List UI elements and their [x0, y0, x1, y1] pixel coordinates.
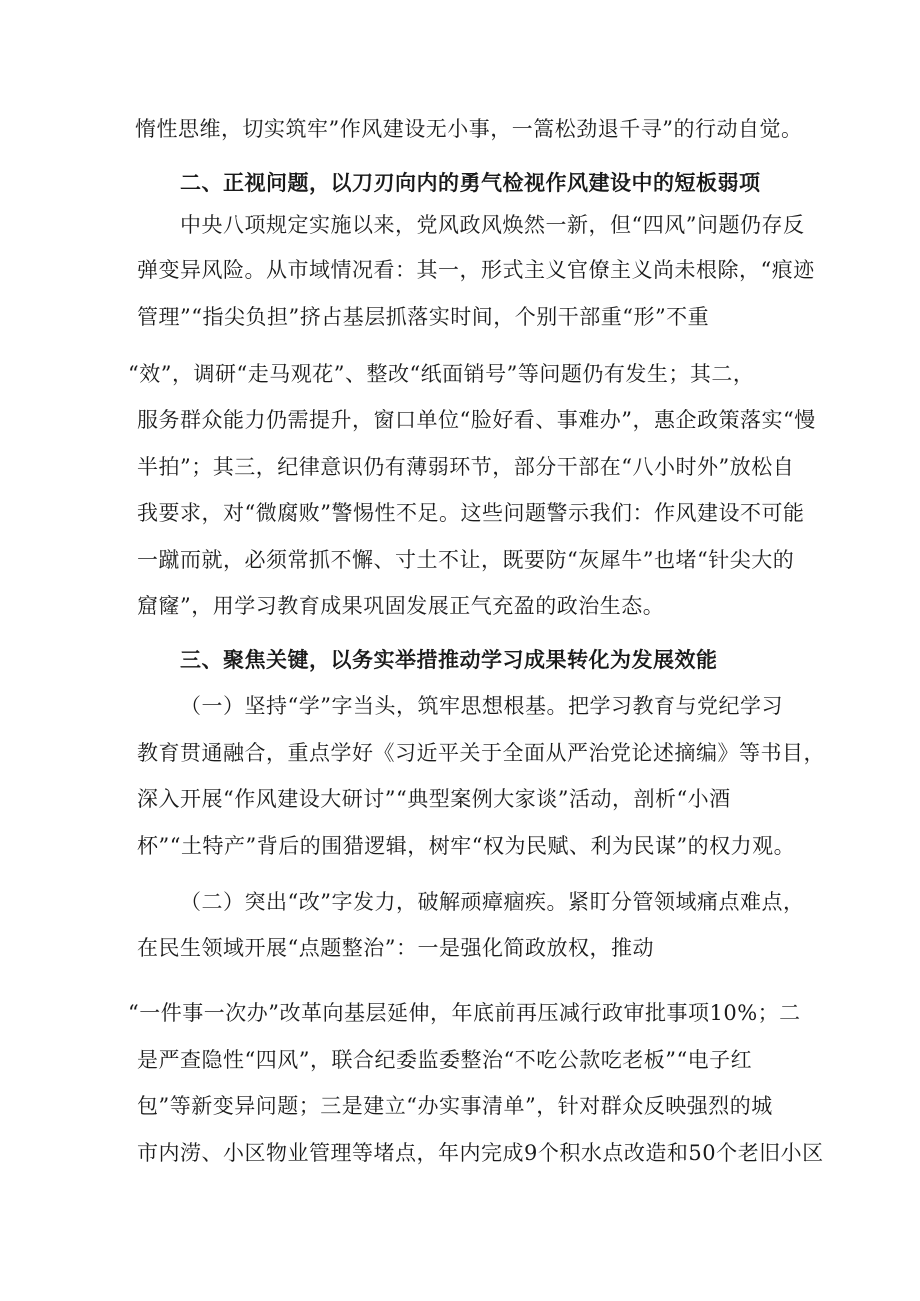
paragraph-line: （二）突出“改”字发力，破解顽瘴痼疾。紧盯分管领域痛点难点，: [180, 890, 805, 914]
paragraph-line: 深入开展“作风建设大研讨”“典型案例大家谈”活动，剖析“小酒: [137, 787, 731, 811]
paragraph-line: 半拍”；其三，纪律意识仍有薄弱环节，部分干部在“八小时外”放松自: [137, 455, 795, 479]
paragraph-line: “效”，调研“走马观花”、整改“纸面销号”等问题仍有发生；其二，: [128, 362, 755, 386]
paragraph-line: 包”等新变异问题；三是建立“办实事清单”，针对群众反映强烈的城: [137, 1094, 773, 1118]
section-heading: 三、聚焦关键，以务实举措推动学习成果转化为发展效能: [180, 647, 718, 672]
paragraph-line: 一蹴而就，必须常抓不懈、寸土不让，既要防“灰犀牛”也堵“针尖大的: [137, 548, 795, 572]
paragraph-line: 教育贯通融合，重点学好《习近平关于全面从严治党论述摘编》等书目，: [137, 741, 825, 765]
paragraph-line: 窟窿”，用学习教育成果巩固发展正气充盈的政治生态。: [137, 594, 665, 618]
paragraph-line: 市内涝、小区物业管理等堵点，年内完成9个积水点改造和50个老旧小区: [137, 1141, 824, 1165]
paragraph-line: 管理”“指尖负担”挤占基层抓落实时间，个别干部重“形”不重: [137, 305, 710, 329]
section-heading: 二、正视问题，以刀刃向内的勇气检视作风建设中的短板弱项: [180, 170, 761, 195]
paragraph-line: 杯”“土特产”背后的围猎逻辑，树牢“权为民赋、利为民谋”的权力观。: [137, 834, 796, 858]
paragraph-line: 服务群众能力仍需提升，窗口单位“脸好看、事难办”，惠企政策落实“慢: [137, 408, 816, 432]
paragraph-line: 我要求，对“微腐败”警惕性不足。这些问题警示我们：作风建设不可能: [137, 501, 805, 525]
paragraph-line: “一件事一次办”改革向基层延伸，年底前再压减行政审批事项10%；二: [128, 1001, 801, 1025]
paragraph-line: 惰性思维，切实筑牢”作风建设无小事，一篙松劲退千寻”的行动自觉。: [135, 117, 803, 141]
paragraph-line: 中央八项规定实施以来，党风政风焕然一新，但“四风”问题仍存反: [180, 213, 805, 237]
paragraph-line: 在民生领域开展“点题整治”：一是强化简政放权，推动: [137, 936, 654, 960]
paragraph-line: 是严查隐性“四风”，联合纪委监委整治“不吃公款吃老板”“电子红: [137, 1048, 753, 1072]
paragraph-line: 弹变异风险。从市域情况看：其一，形式主义官僚主义尚未根除，“痕迹: [137, 258, 815, 282]
paragraph-line: （一）坚持“学”字当头，筑牢思想根基。把学习教育与党纪学习: [180, 694, 783, 718]
